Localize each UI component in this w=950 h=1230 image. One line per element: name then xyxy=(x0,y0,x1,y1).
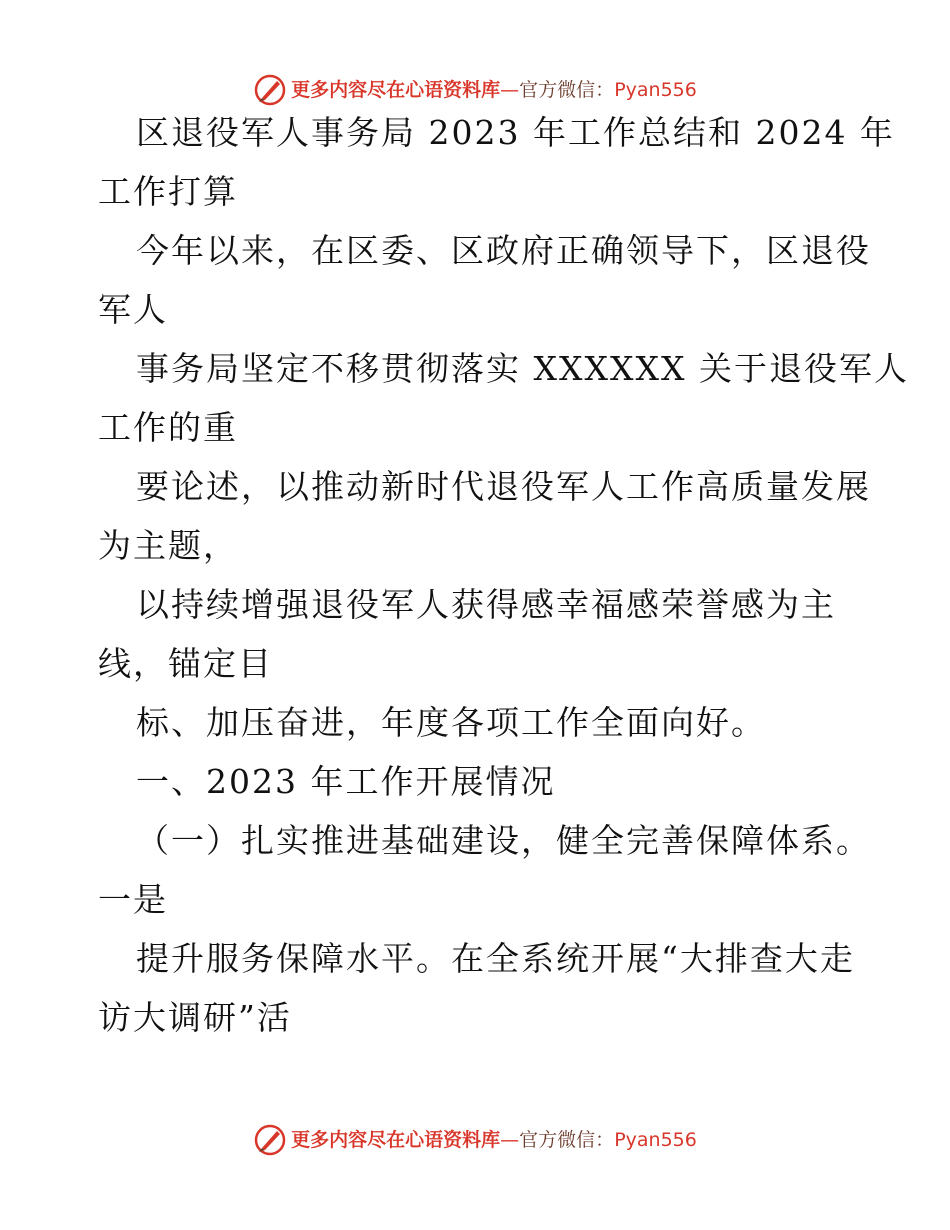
document-line: 访大调研”活 xyxy=(98,998,292,1037)
document-line: 一、2023 年工作开展情况 xyxy=(136,762,556,801)
document-line: 区退役军人事务局 2023 年工作总结和 2024 年 xyxy=(136,113,895,152)
watermark-wechat-id: Pyan556 xyxy=(614,1128,697,1151)
document-line: 工作的重 xyxy=(98,408,238,447)
document-line: 军人 xyxy=(98,290,168,329)
quill-pen-logo-icon xyxy=(253,73,287,107)
header-watermark xyxy=(0,70,950,110)
document-line: 一是 xyxy=(98,880,168,919)
watermark-wechat-id: Pyan556 xyxy=(614,78,697,101)
watermark-site-text: 更多内容尽在心语资料库 xyxy=(291,1128,501,1151)
document-line: 提升服务保障水平。在全系统开展“大排查大走 xyxy=(136,939,855,978)
watermark-site-text: 更多内容尽在心语资料库 xyxy=(291,78,501,101)
document-line: 标、加压奋进，年度各项工作全面向好。 xyxy=(136,703,766,742)
document-line: 今年以来，在区委、区政府正确领导下，区退役 xyxy=(136,231,871,270)
quill-pen-logo-icon xyxy=(253,1123,287,1157)
document-line: 线，锚定目 xyxy=(98,644,273,683)
watermark-wechat-label: 官方微信： xyxy=(519,78,615,101)
document-line: （一）扎实推进基础建设，健全完善保障体系。 xyxy=(136,821,871,860)
watermark-wechat-label: 官方微信： xyxy=(519,1128,615,1151)
footer-watermark xyxy=(0,1120,950,1160)
document-line: 事务局坚定不移贯彻落实 XXXXXX 关于退役军人 xyxy=(136,349,909,388)
watermark-dash: — xyxy=(500,1128,520,1151)
document-line: 工作打算 xyxy=(98,172,238,211)
document-line: 为主题， xyxy=(98,526,238,565)
document-body xyxy=(98,113,909,1060)
watermark-dash: — xyxy=(500,78,520,101)
document-line: 以持续增强退役军人获得感幸福感荣誉感为主 xyxy=(136,585,836,624)
document-line: 要论述，以推动新时代退役军人工作高质量发展 xyxy=(136,467,871,506)
